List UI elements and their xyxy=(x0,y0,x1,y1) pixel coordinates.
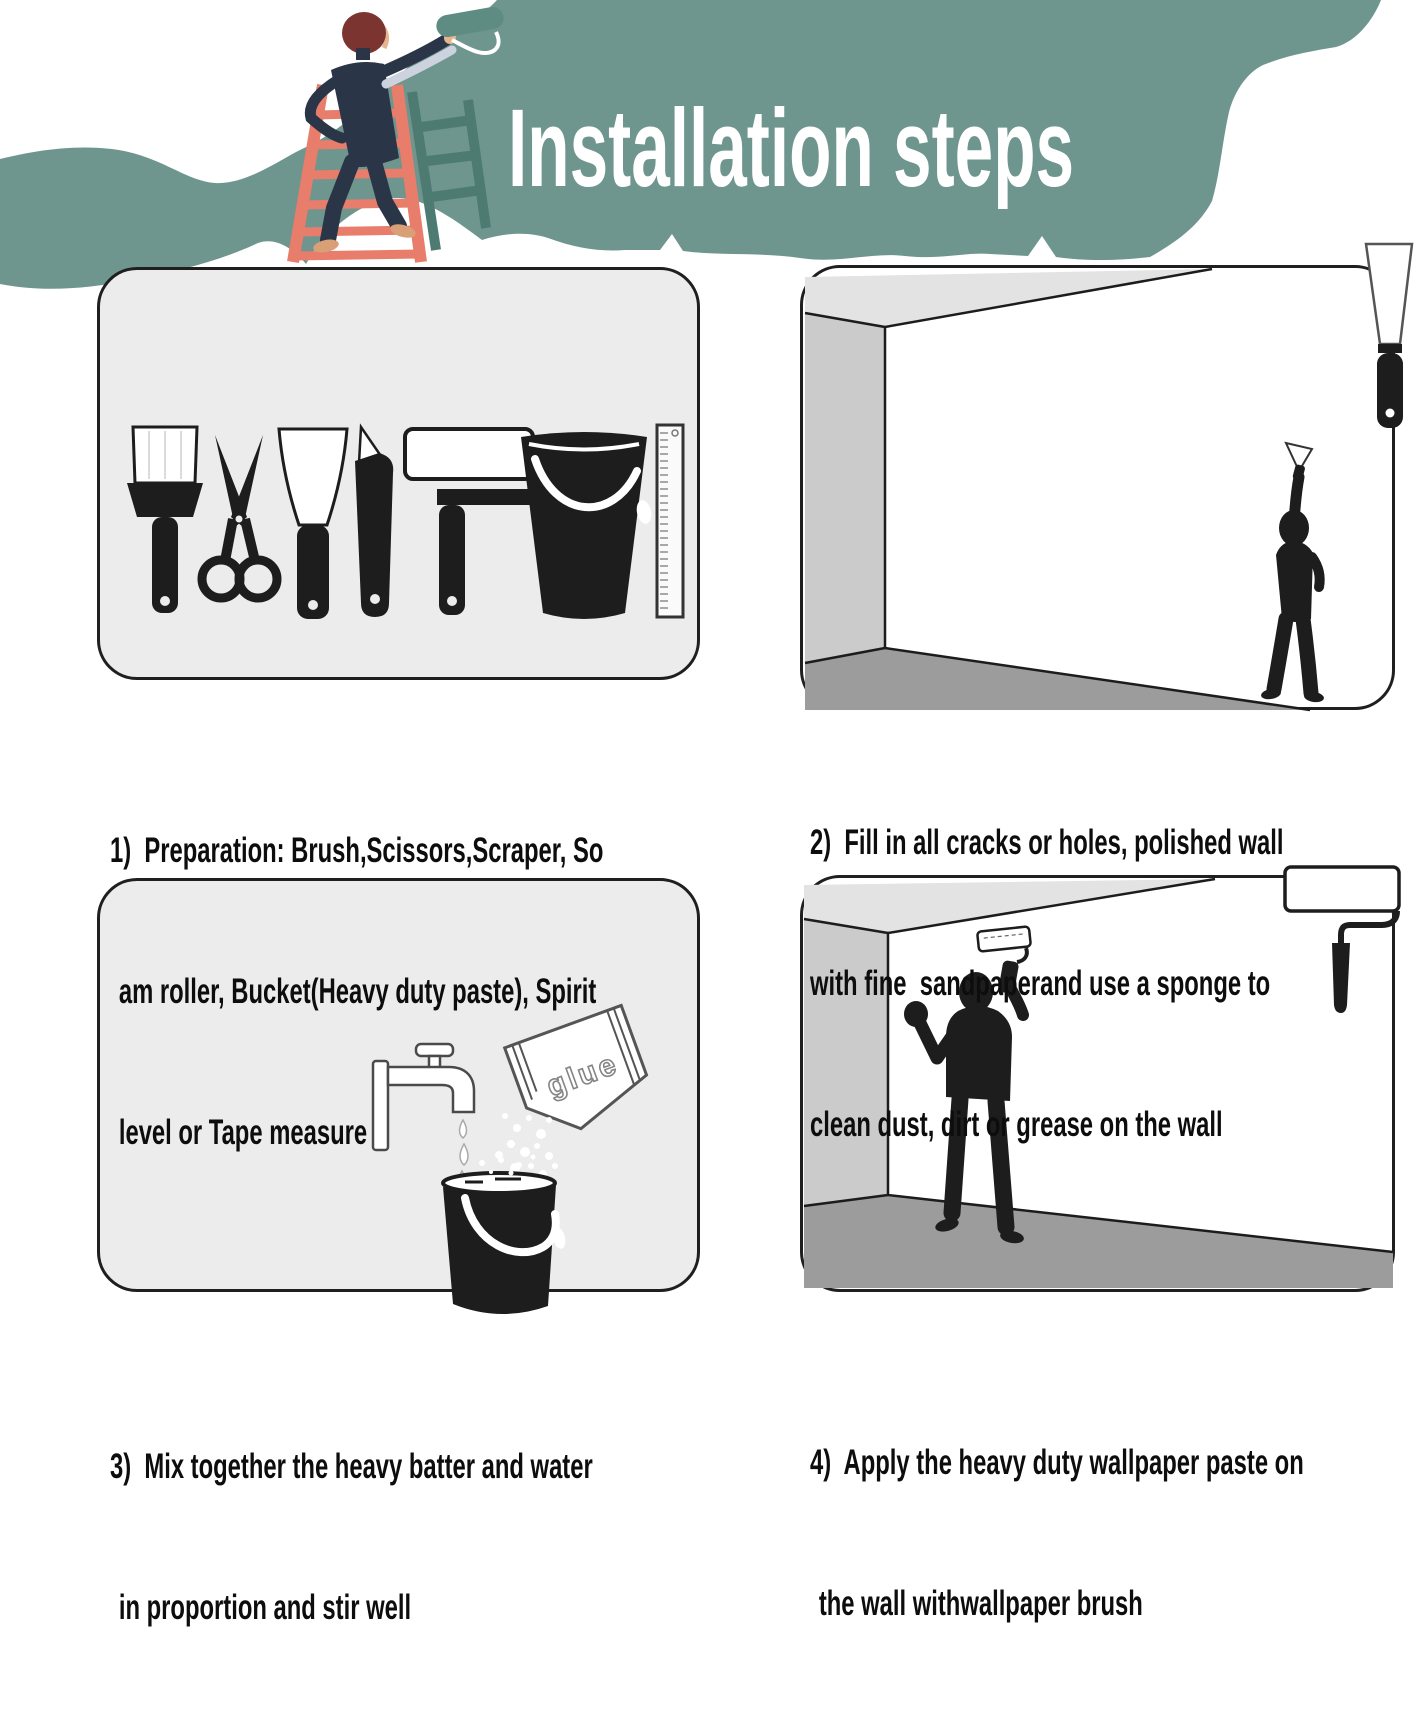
caption-line: 2) Fill in all cracks or holes, polished wall xyxy=(810,823,1284,862)
caption-line: 1) Preparation: Brush,Scissors,Scraper, So xyxy=(110,831,604,870)
tools-illustration xyxy=(97,267,700,680)
utility-knife-icon xyxy=(355,427,393,617)
scissors-icon xyxy=(202,435,277,598)
room-side-wall xyxy=(805,313,885,663)
caption-line: level or Tape measure xyxy=(118,1113,368,1152)
caption-line: am roller, Bucket(Heavy duty paste), Spirit xyxy=(118,972,597,1011)
room-ceiling xyxy=(805,269,1212,327)
page-title: Installation steps xyxy=(508,87,1075,210)
folding-ruler-icon xyxy=(657,425,683,617)
worker-silhouette-sanding xyxy=(1260,443,1324,703)
sanding-room-illustration xyxy=(800,265,1395,710)
paint-brush-icon xyxy=(127,427,203,613)
caption-line: 4) Apply the heavy duty wallpaper paste on xyxy=(810,1443,1304,1482)
step-2-caption xyxy=(810,725,1284,1242)
room-floor xyxy=(805,648,1310,710)
scraper-icon-large xyxy=(1340,236,1420,436)
scraper-icon xyxy=(279,429,347,619)
caption-line: with fine sandpaperand use a sponge to xyxy=(810,964,1271,1003)
glue-label: glue xyxy=(542,1047,624,1104)
step-1-caption xyxy=(110,733,603,1250)
paint-roller-tool-icon xyxy=(405,429,537,615)
paint-roller-icon-large xyxy=(1285,867,1399,1013)
caption-line: 3) Mix together the heavy batter and water xyxy=(110,1447,593,1486)
caption-line: clean dust, dirt or grease on the wall xyxy=(810,1105,1223,1144)
caption-line: in proportion and stir well xyxy=(118,1588,412,1627)
step-3-caption xyxy=(110,1349,593,1725)
step-4-caption xyxy=(810,1345,1304,1721)
bucket-icon xyxy=(521,432,653,619)
caption-line: the wall withwallpaper brush xyxy=(818,1584,1143,1623)
painter-hair xyxy=(342,12,386,54)
